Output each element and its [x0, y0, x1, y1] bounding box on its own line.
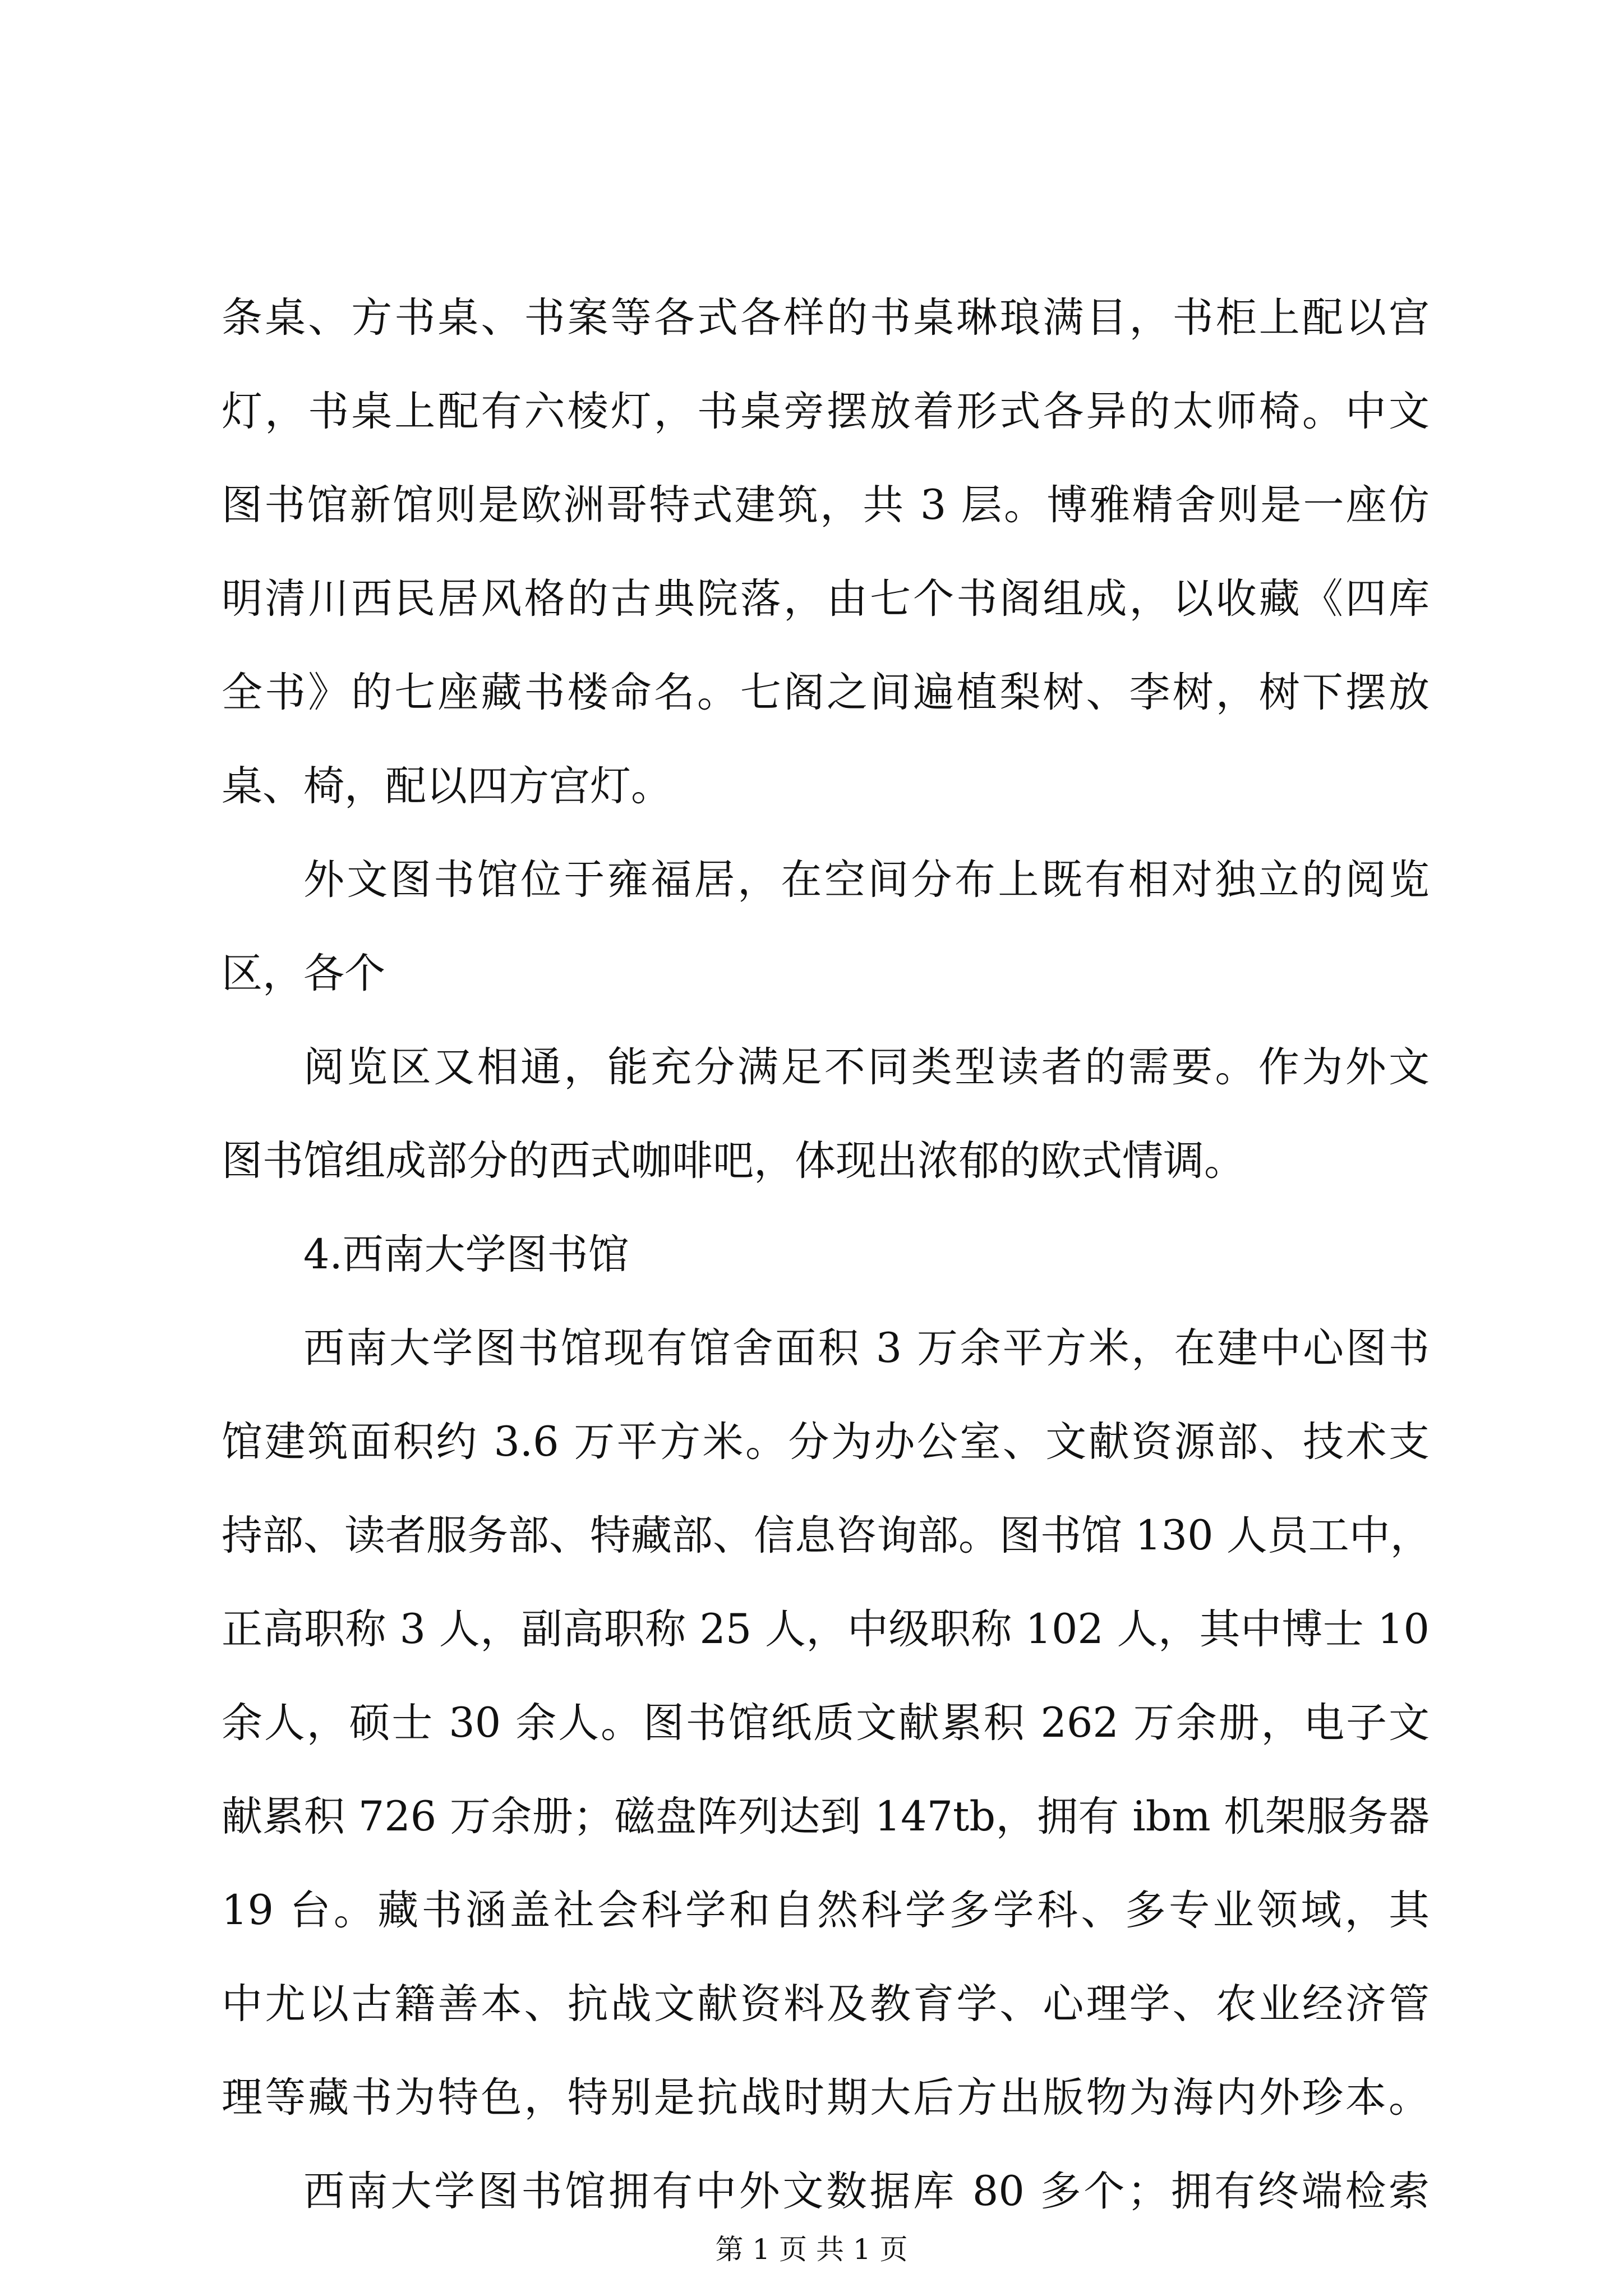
text-line: 图书馆组成部分的西式咖啡吧，体现出浓郁的欧式情调。	[222, 1137, 1245, 1185]
text-line: 献累积 726 万余册；磁盘阵列达到 147tb，拥有 ibm 机架服务器	[222, 1793, 1430, 1841]
paragraph-first-line: 阅览区又相通，能充分满足不同类型读者的需要。作为外文	[303, 1043, 1430, 1091]
text-line: 余人，硕士 30 余人。图书馆纸质文献累积 262 万余册，电子文	[222, 1699, 1430, 1747]
section-heading: 4.西南大学图书馆	[303, 1231, 629, 1278]
text-line: 图书馆新馆则是欧洲哥特式建筑，共 3 层。博雅精舍则是一座仿	[222, 481, 1430, 529]
text-line: 正高职称 3 人，副高职称 25 人，中级职称 102 人，其中博士 10	[222, 1605, 1430, 1653]
text-line: 持部、读者服务部、特藏部、信息咨询部。图书馆 130 人员工中，	[222, 1512, 1431, 1559]
text-line: 中尤以古籍善本、抗战文献资料及教育学、心理学、农业经济管	[222, 1980, 1430, 2028]
text-line: 桌、椅，配以四方宫灯。	[222, 762, 672, 810]
text-line: 条桌、方书桌、书案等各式各样的书桌琳琅满目，书柜上配以宫	[222, 294, 1430, 342]
paragraph-first-line: 西南大学图书馆现有馆舍面积 3 万余平方米，在建中心图书	[303, 1324, 1430, 1372]
text-line: 19 台。藏书涵盖社会科学和自然科学多学科、多专业领域，其	[222, 1887, 1430, 1934]
text-line: 理等藏书为特色，特别是抗战时期大后方出版物为海内外珍本。	[222, 2074, 1430, 2122]
paragraph-first-line: 西南大学图书馆拥有中外文数据库 80 多个；拥有终端检索	[303, 2168, 1430, 2215]
paragraph-first-line: 外文图书馆位于雍福居，在空间分布上既有相对独立的阅览	[303, 856, 1430, 904]
text-line: 灯，书桌上配有六棱灯，书桌旁摆放着形式各异的太师椅。中文	[222, 388, 1430, 435]
text-line: 全书》的七座藏书楼命名。七阁之间遍植梨树、李树，树下摆放	[222, 669, 1430, 716]
text-line: 馆建筑面积约 3.6 万平方米。分为办公室、文献资源部、技术支	[222, 1418, 1430, 1466]
text-line: 区，各个	[222, 950, 385, 997]
page-footer: 第 1 页 共 1 页	[715, 2233, 908, 2266]
text-line: 明清川西民居风格的古典院落，由七个书阁组成，以收藏《四库	[222, 575, 1430, 623]
